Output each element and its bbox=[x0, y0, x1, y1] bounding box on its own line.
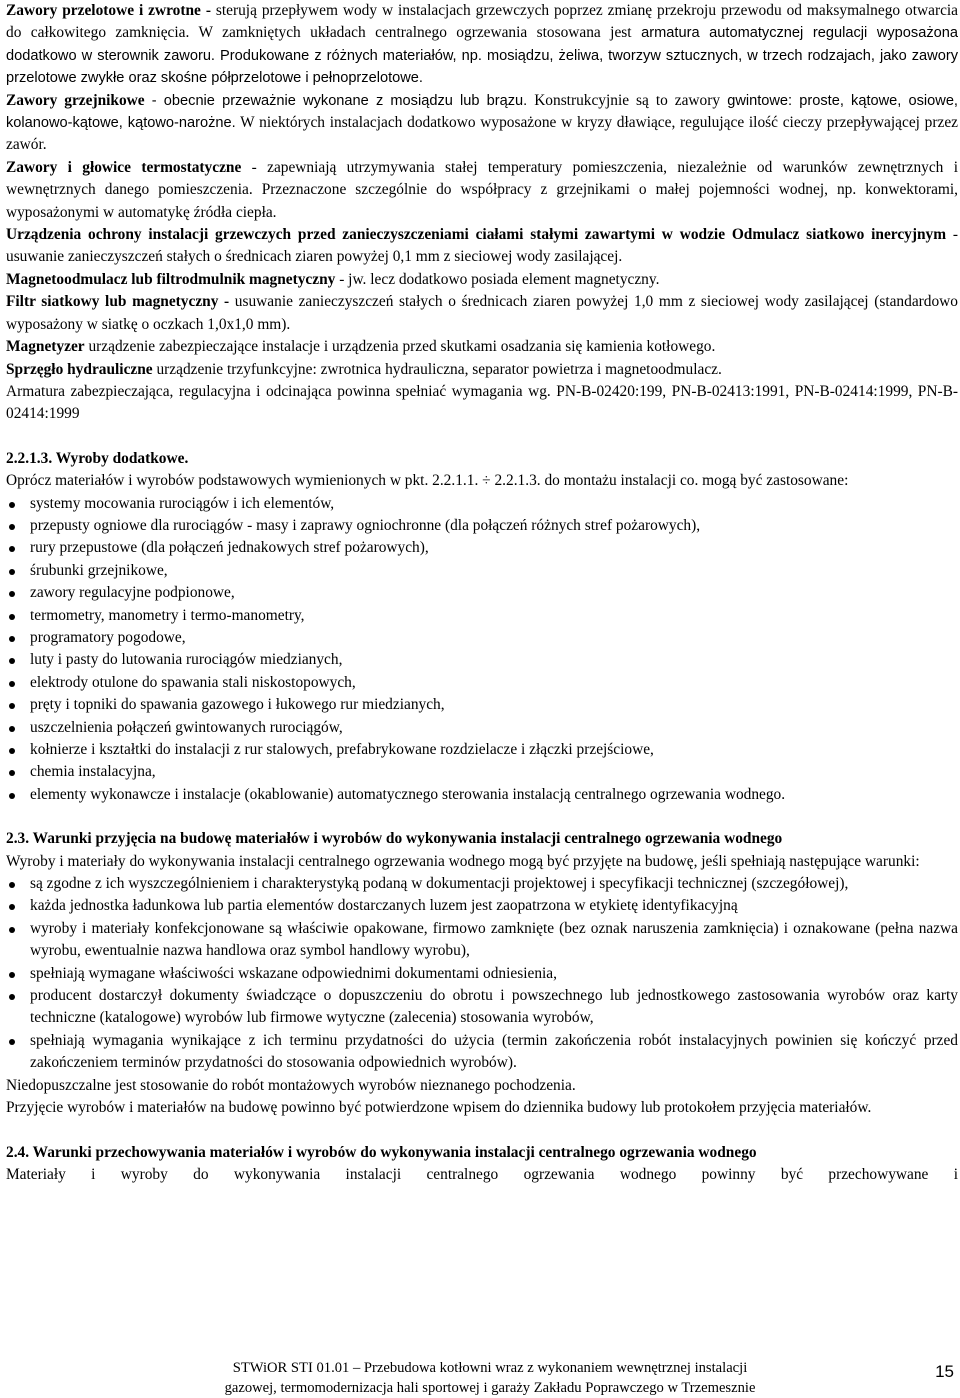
paragraph-thermostatic-valves bbox=[6, 157, 958, 224]
section-heading-2213: 2.2.1.3. Wyroby dodatkowe. bbox=[6, 449, 189, 467]
paragraph-text: urządzenie trzyfunkcyjne: zwrotnica hydrauliczna, separator powietrza i magnetoodmulacz. bbox=[152, 360, 722, 378]
section-intro-24: Materiały i wyroby do wykonywania instalacji centralnego ogrzewania wodnego powinny być przechowywane i bbox=[6, 1165, 958, 1183]
bullet-icon bbox=[9, 658, 15, 664]
term-title: Zawory i głowice termostatyczne bbox=[6, 158, 242, 176]
list-item: kołnierze i kształtki do instalacji z rur stalowych, prefabrykowane rozdzielacze i złączki przejściowe, bbox=[6, 739, 958, 761]
bullet-icon bbox=[9, 748, 15, 754]
paragraph-hydraulic-coupling bbox=[6, 359, 958, 381]
list-item: elektrody otulone do spawania stali niskostopowych, bbox=[6, 672, 958, 694]
bullet-icon bbox=[9, 972, 15, 978]
list-item: każda jednostka ładunkowa lub partia elementów dostarczanych luzem jest zaopatrzona w etykietę identyfikacyjną bbox=[6, 895, 958, 917]
footer-text bbox=[170, 1358, 810, 1398]
bullet-icon bbox=[9, 614, 15, 620]
term-title: Magnetoodmulacz lub filtrodmulnik magnetyczny bbox=[6, 270, 336, 288]
paragraph-standards bbox=[6, 381, 958, 426]
term-title: Filtr siatkowy lub magnetyczny - bbox=[6, 293, 230, 311]
page-footer bbox=[0, 1358, 960, 1398]
list-item: rury przepustowe (dla połączeń jednakowych stref pożarowych), bbox=[6, 537, 958, 559]
term-title: Zawory grzejnikowe bbox=[6, 91, 145, 109]
paragraph-text: usuwanie zanieczyszczeń stałych o średnicach ziaren powyżej 1,0 mm z sieciowej wody zasilającej (standardowo wyposażony w siatkę o oczkach 1,0x1,0 mm). bbox=[6, 293, 958, 333]
list-item: elementy wykonawcze i instalacje (okablowanie) automatycznego sterowania instalacją centralnego ogrzewania wodnego. bbox=[6, 784, 958, 806]
section-heading-24: 2.4. Warunki przechowywania materiałów i wyrobów do wykonywania instalacji centralnego ogrzewania wodnego bbox=[6, 1143, 757, 1161]
list-item: chemia instalacyjna, bbox=[6, 761, 958, 783]
list-item: wyroby i materiały konfekcjonowane są właściwie opakowane, firmowo zamknięte (bez oznak naruszenia zamknięcia) i oznakowane (pełna nazwa wyrobu, ewentualnie nazwa handlowa oraz symbol handlowy wyrobu), bbox=[6, 918, 958, 963]
paragraph-radiator-valves bbox=[6, 90, 958, 157]
bullet-icon bbox=[9, 681, 15, 687]
term-title: Zawory przelotowe i zwrotne - bbox=[6, 2, 211, 19]
list-item: pręty i topniki do spawania gazowego i łukowego rur miedzianych, bbox=[6, 694, 958, 716]
list-item: systemy mocowania rurociągów i ich elementów, bbox=[6, 493, 958, 515]
paragraph-mesh-filter bbox=[6, 291, 958, 336]
bullet-icon bbox=[9, 770, 15, 776]
footer-line: gazowej, termomodernizacja hali sportowej i garaży Zakładu Poprawczego w Trzemesznie bbox=[224, 1380, 756, 1396]
paragraph-text: - usuwanie zanieczyszczeń stałych o średnicach ziaren powyżej 0,1 mm z sieciowej wody zasilającej. bbox=[6, 226, 958, 266]
list-item: śrubunki grzejnikowe, bbox=[6, 560, 958, 582]
list-item: producent dostarczył dokumenty świadczące o dopuszczeniu do obrotu i powszechnego lub jednostkowego zastosowania wyrobów oraz karty techniczne (katalogowe) wyrobów lub firmowe wytyczne (zalecenia) stosowania wyrobów, bbox=[6, 985, 958, 1030]
paragraph-text: sterują przepływem wody w instalacjach grzewczych poprzez zmianę przekroju przewodu od maksymalnego otwarcia do całkowitego zamknięcia. W zamkniętych układach centralnego ogrzewania stosowana jest bbox=[6, 2, 959, 42]
bullet-icon bbox=[9, 703, 15, 709]
list-item: luty i pasty do lutowania rurociągów miedzianych, bbox=[6, 649, 958, 671]
paragraph-text: - zapewniają utrzymywania stałej temperatury pomieszczenia, niezależnie od warunków zewnętrznych i wewnętrznych danego pomieszczenia. Przeznaczone szczególnie do współpracy z grzejnikami o małej pojemności wodnej, np. konwektorami, wyposażonymi w automatykę źródła ciepła. bbox=[6, 158, 958, 221]
page-number: 15 bbox=[935, 1362, 954, 1381]
list-item: zawory regulacyjne podpionowe, bbox=[6, 582, 958, 604]
paragraph-text: Armatura zabezpieczająca, regulacyjna i odcinająca powinna spełniać wymagania wg. PN-B-02420:199, PN-B-02413:1991, PN-B-02414:1999, PN-B-02414:1999 bbox=[6, 382, 958, 423]
paragraph-text: urządzenie zabezpieczające instalacje i urządzenia przed skutkami osadzania się kamienia kotłowego. bbox=[84, 338, 716, 356]
spacer bbox=[6, 806, 958, 828]
document-page bbox=[6, 0, 958, 1186]
paragraph-text-sans: gwintowe: proste, kątowe, osiowe, kolanowo-kątowe, kątowo-narożne. bbox=[6, 92, 958, 132]
paragraph-text-sans: - obecnie przeważnie wykonane z mosiądzu lub brązu. bbox=[144, 92, 528, 109]
bullet-icon bbox=[9, 904, 15, 910]
bullet-icon bbox=[9, 502, 15, 508]
term-title: Magnetyzer bbox=[6, 338, 85, 356]
list-additional-products bbox=[6, 493, 958, 807]
paragraph-protection-devices bbox=[6, 224, 958, 269]
list-item: uszczelnienia połączeń gwintowanych rurociągów, bbox=[6, 717, 958, 739]
bullet-icon bbox=[9, 524, 15, 530]
list-item: spełniają wymagane właściwości wskazane odpowiednimi dokumentami odniesienia, bbox=[6, 963, 958, 985]
list-item: programatory pogodowe, bbox=[6, 627, 958, 649]
list-item: przepusty ogniowe dla rurociągów - masy i zaprawy ogniochronne (dla połączeń różnych stref pożarowych), bbox=[6, 515, 958, 537]
bullet-icon bbox=[9, 726, 15, 732]
bullet-icon bbox=[9, 1039, 15, 1045]
paragraph-unknown-origin: Niedopuszczalne jest stosowanie do robót montażowych wyrobów nieznanego pochodzenia. bbox=[6, 1076, 576, 1094]
bullet-icon bbox=[9, 546, 15, 552]
footer-line: STWiOR STI 01.01 – Przebudowa kotłowni wraz z wykonaniem wewnętrznej instalacji bbox=[232, 1360, 748, 1376]
section-intro-23: Wyroby i materiały do wykonywania instalacji centralnego ogrzewania wodnego mogą być przyjęte na budowę, jeśli spełniają następujące warunki: bbox=[6, 852, 920, 870]
bullet-icon bbox=[9, 569, 15, 575]
bullet-icon bbox=[9, 636, 15, 642]
bullet-icon bbox=[9, 882, 15, 888]
list-item: spełniają wymagania wynikające z ich terminu przydatności do użycia (termin zakończenia robót instalacyjnych powinien się kończyć przed zakończeniem terminów przydatności do stosowania odpowiednich wyrobów). bbox=[6, 1030, 958, 1075]
spacer bbox=[6, 426, 958, 448]
list-item: termometry, manometry i termo-manometry, bbox=[6, 605, 958, 627]
paragraph-magnetic-separator bbox=[6, 269, 958, 291]
paragraph-text: Konstrukcyjnie są to zawory bbox=[527, 91, 721, 109]
term-title: Urządzenia ochrony instalacji grzewczych przed zanieczyszczeniami ciałami stałymi zawartymi w wodzie Odmulacz siatkowo inercyjnym bbox=[6, 226, 947, 244]
paragraph-text: W niektórych instalacjach dodatkowo wyposażone w kryzy dławiące, regulujące ilość cieczy przepływającej przez zawór. bbox=[6, 114, 958, 154]
section-heading-23: 2.3. Warunki przyjęcia na budowę materiałów i wyrobów do wykonywania instalacji centralnego ogrzewania wodnego bbox=[6, 830, 783, 848]
paragraph-text: - jw. lecz dodatkowo posiada element magnetyczny. bbox=[335, 270, 660, 288]
bullet-icon bbox=[9, 793, 15, 799]
list-item: są zgodne z ich wyszczególnieniem i charakterystyką podaną w dokumentacji projektowej i specyfikacji technicznej (szczegółowej), bbox=[6, 873, 958, 895]
bullet-icon bbox=[9, 994, 15, 1000]
section-intro-2213: Oprócz materiałów i wyrobów podstawowych wymienionych w pkt. 2.2.1.1. ÷ 2.2.1.3. do montażu instalacji co. mogą być zastosowane: bbox=[6, 472, 849, 490]
list-acceptance-conditions bbox=[6, 873, 958, 1075]
paragraph-magnetizer bbox=[6, 336, 958, 358]
bullet-icon bbox=[9, 927, 15, 933]
bullet-icon bbox=[9, 591, 15, 597]
term-title: Sprzęgło hydrauliczne bbox=[6, 360, 153, 378]
paragraph-acceptance-record: Przyjęcie wyrobów i materiałów na budowę powinno być potwierdzone wpisem do dziennika budowy lub protokołem przyjęcia materiałów. bbox=[6, 1099, 872, 1117]
paragraph-text-sans: armatura automatycznej regulacji wyposażona dodatkowo w sterownik zaworu. Produkowane z różnych materiałów, np. mosiądzu, żeliwa, tworzyw sztucznych, w trzech rodzajach, jako zawory przelotowe zwykłe oraz skośne półprzelotowe i pełnoprzelotowe. bbox=[6, 25, 958, 87]
spacer bbox=[6, 1120, 958, 1142]
paragraph-valves-throughflow bbox=[6, 0, 958, 90]
